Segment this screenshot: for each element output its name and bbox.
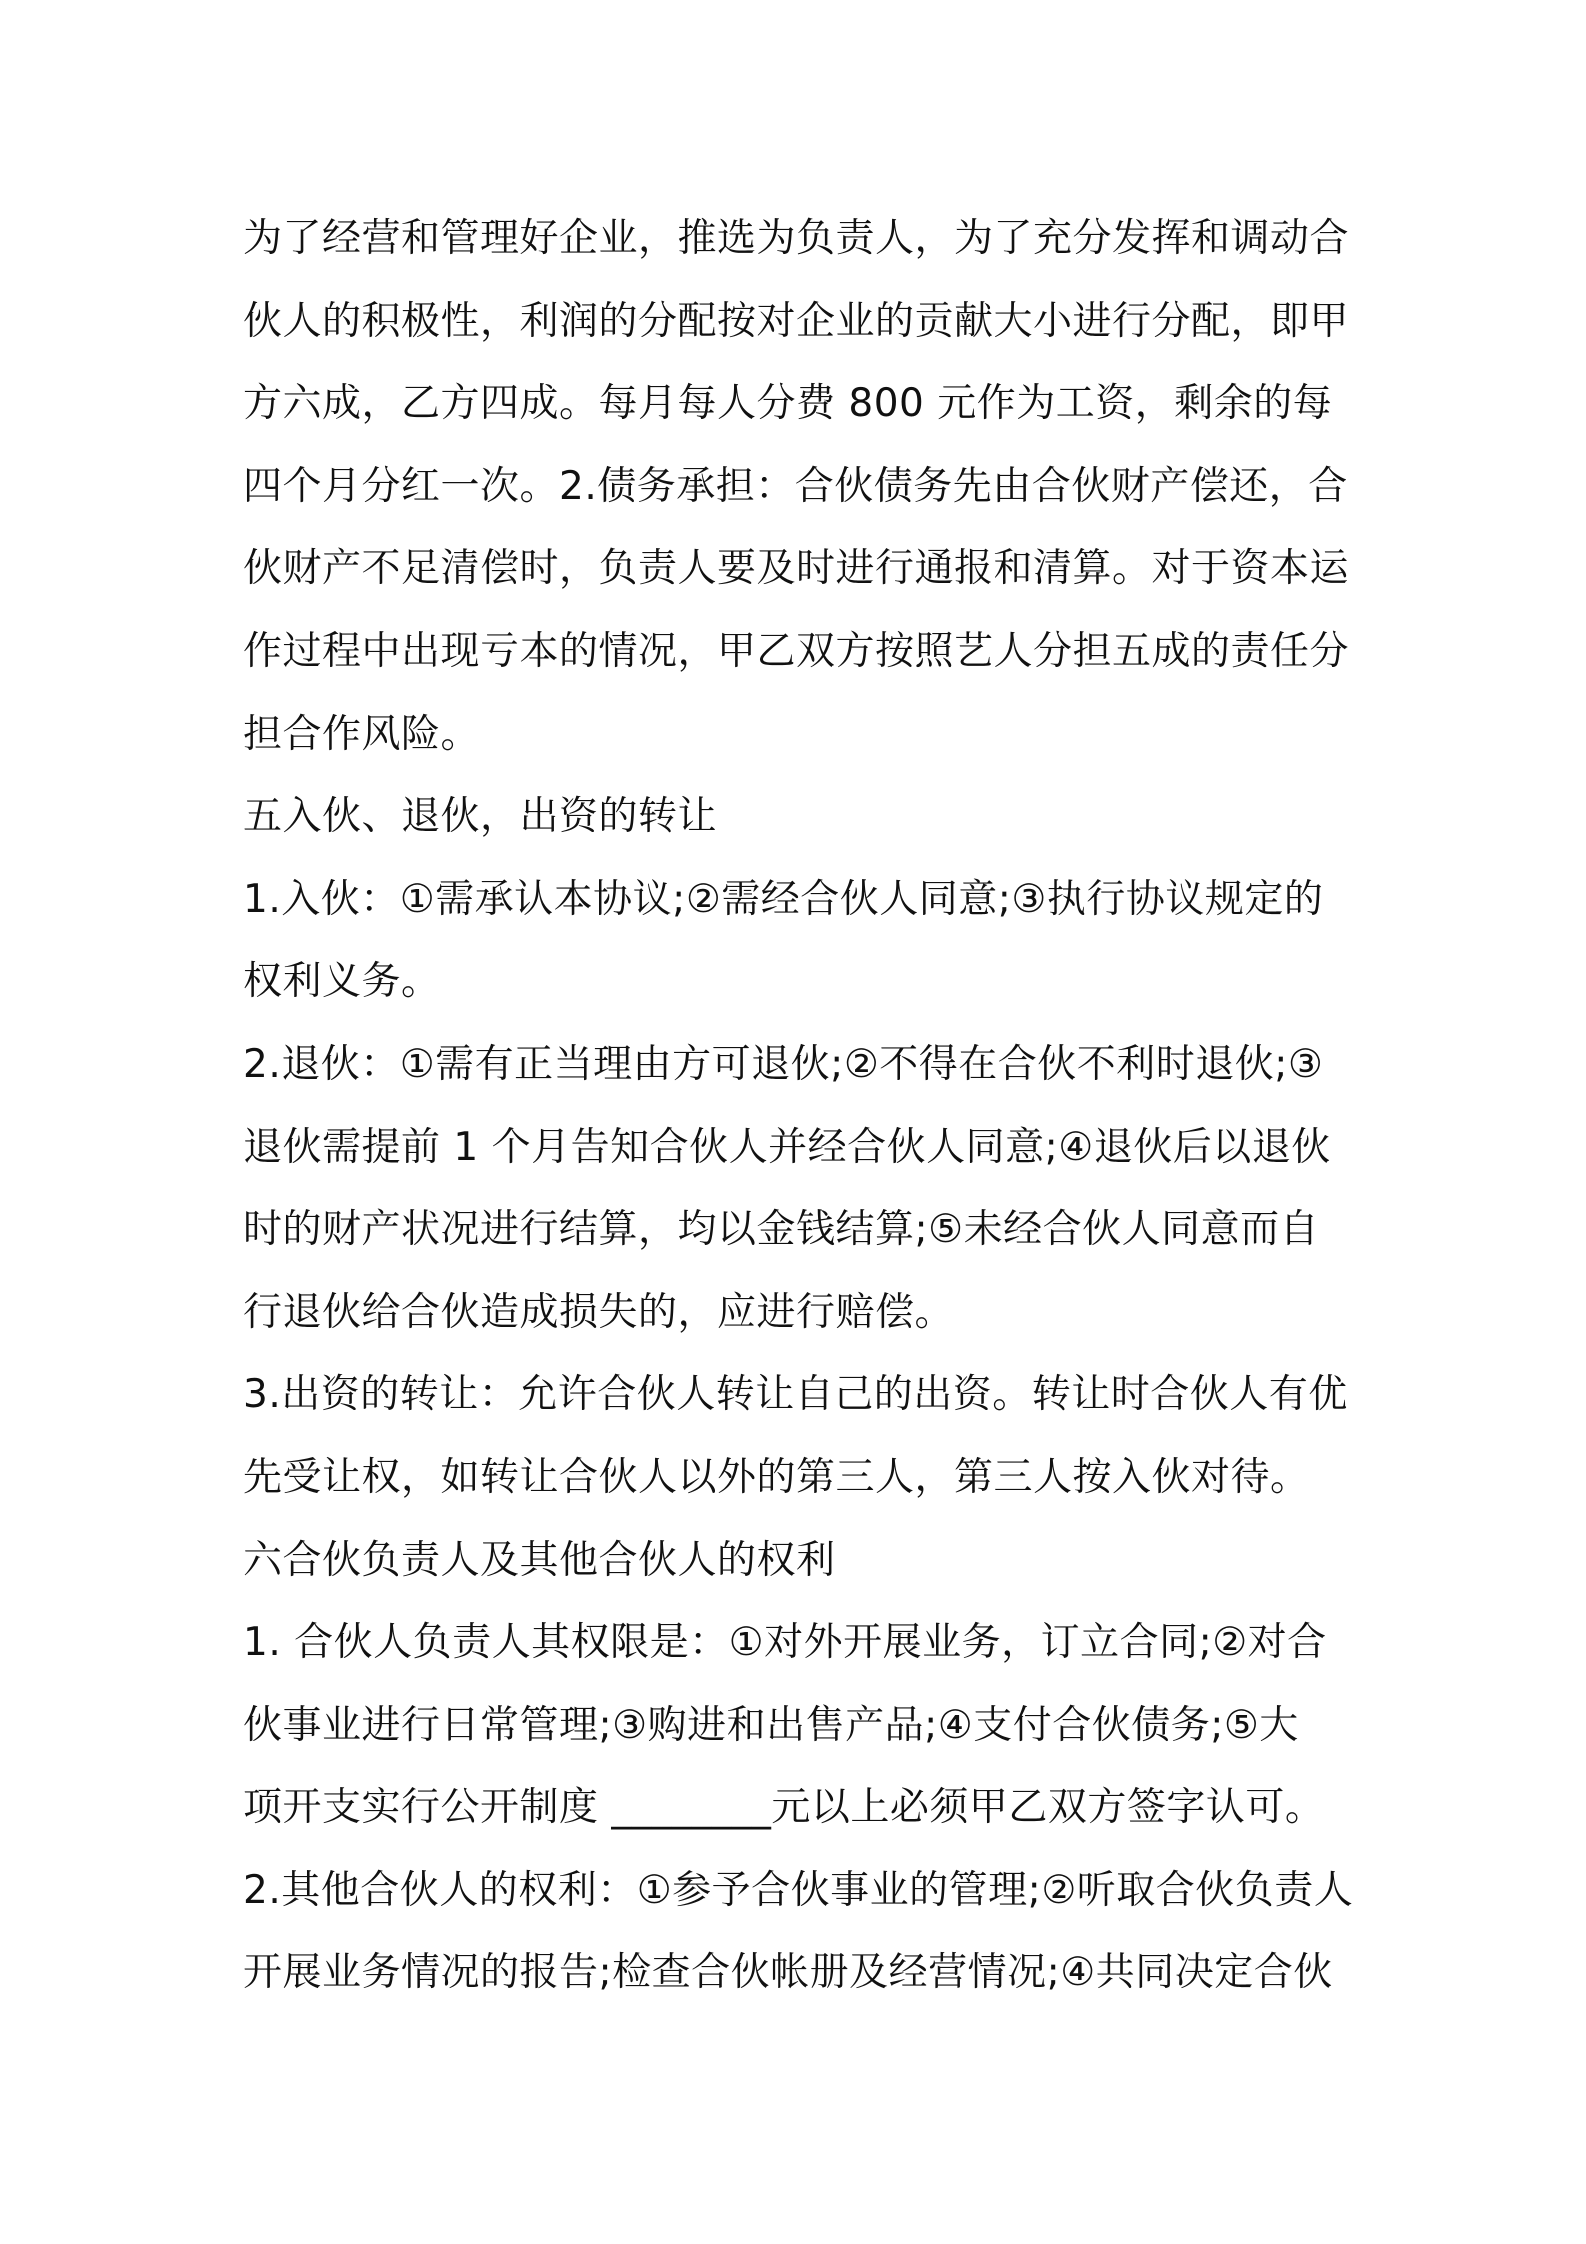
document-body [243, 198, 1358, 2015]
text-line: 伙事业进行日常管理;③购进和出售产品;④支付合伙债务;⑤大 [243, 1702, 1299, 1748]
text-line: 2.退伙：①需有正当理由方可退伙;②不得在合伙不利时退伙;③ [243, 1041, 1324, 1087]
text-line: 项开支实行公开制度 ________元以上必须甲乙双方签字认可。 [243, 1785, 1325, 1831]
text-line: 为了经营和管理好企业，推选为负责人，为了充分发挥和调动合 [243, 216, 1350, 261]
section-heading-5: 五入伙、退伙，出资的转让 [243, 794, 718, 840]
text-line: 伙财产不足清偿时，负责人要及时进行通报和清算。对于资本运 [243, 546, 1350, 592]
text-line: 担合作风险。 [243, 711, 481, 757]
text-line: 作过程中出现亏本的情况，甲乙双方按照艺人分担五成的责任分 [243, 628, 1350, 674]
text-line: 1.入伙：①需承认本协议;②需经合伙人同意;③执行协议规定的 [243, 876, 1324, 922]
text-line: 退伙需提前 1 个月告知合伙人并经合伙人同意;④退伙后以退伙 [243, 1124, 1331, 1170]
text-line: 时的财产状况进行结算，均以金钱结算;⑤未经合伙人同意而自 [243, 1207, 1320, 1253]
text-line: 伙人的积极性，利润的分配按对企业的贡献大小进行分配，即甲 [243, 298, 1350, 344]
text-line: 权利义务。 [243, 959, 441, 1005]
text-line: 1. 合伙人负责人其权限是：①对外开展业务，订立合同;②对合 [243, 1620, 1327, 1666]
text-line: 2.其他合伙人的权利：①参予合伙事业的管理;②听取合伙负责人 [243, 1867, 1354, 1913]
section-heading-6: 六合伙负责人及其他合伙人的权利 [243, 1537, 836, 1583]
text-line: 方六成，乙方四成。每月每人分费 800 元作为工资，剩余的每 [243, 381, 1333, 427]
text-line: 开展业务情况的报告;检查合伙帐册及经营情况;④共同决定合伙 [243, 1950, 1333, 1996]
text-line: 先受让权，如转让合伙人以外的第三人，第三人按入伙对待。 [243, 1454, 1310, 1500]
text-line: 四个月分红一次。2.债务承担：合伙债务先由合伙财产偿还，合 [243, 463, 1348, 509]
text-line: 3.出资的转让：允许合伙人转让自己的出资。转让时合伙人有优 [243, 1372, 1348, 1418]
text-line: 行退伙给合伙造成损失的，应进行赔偿。 [243, 1289, 955, 1335]
